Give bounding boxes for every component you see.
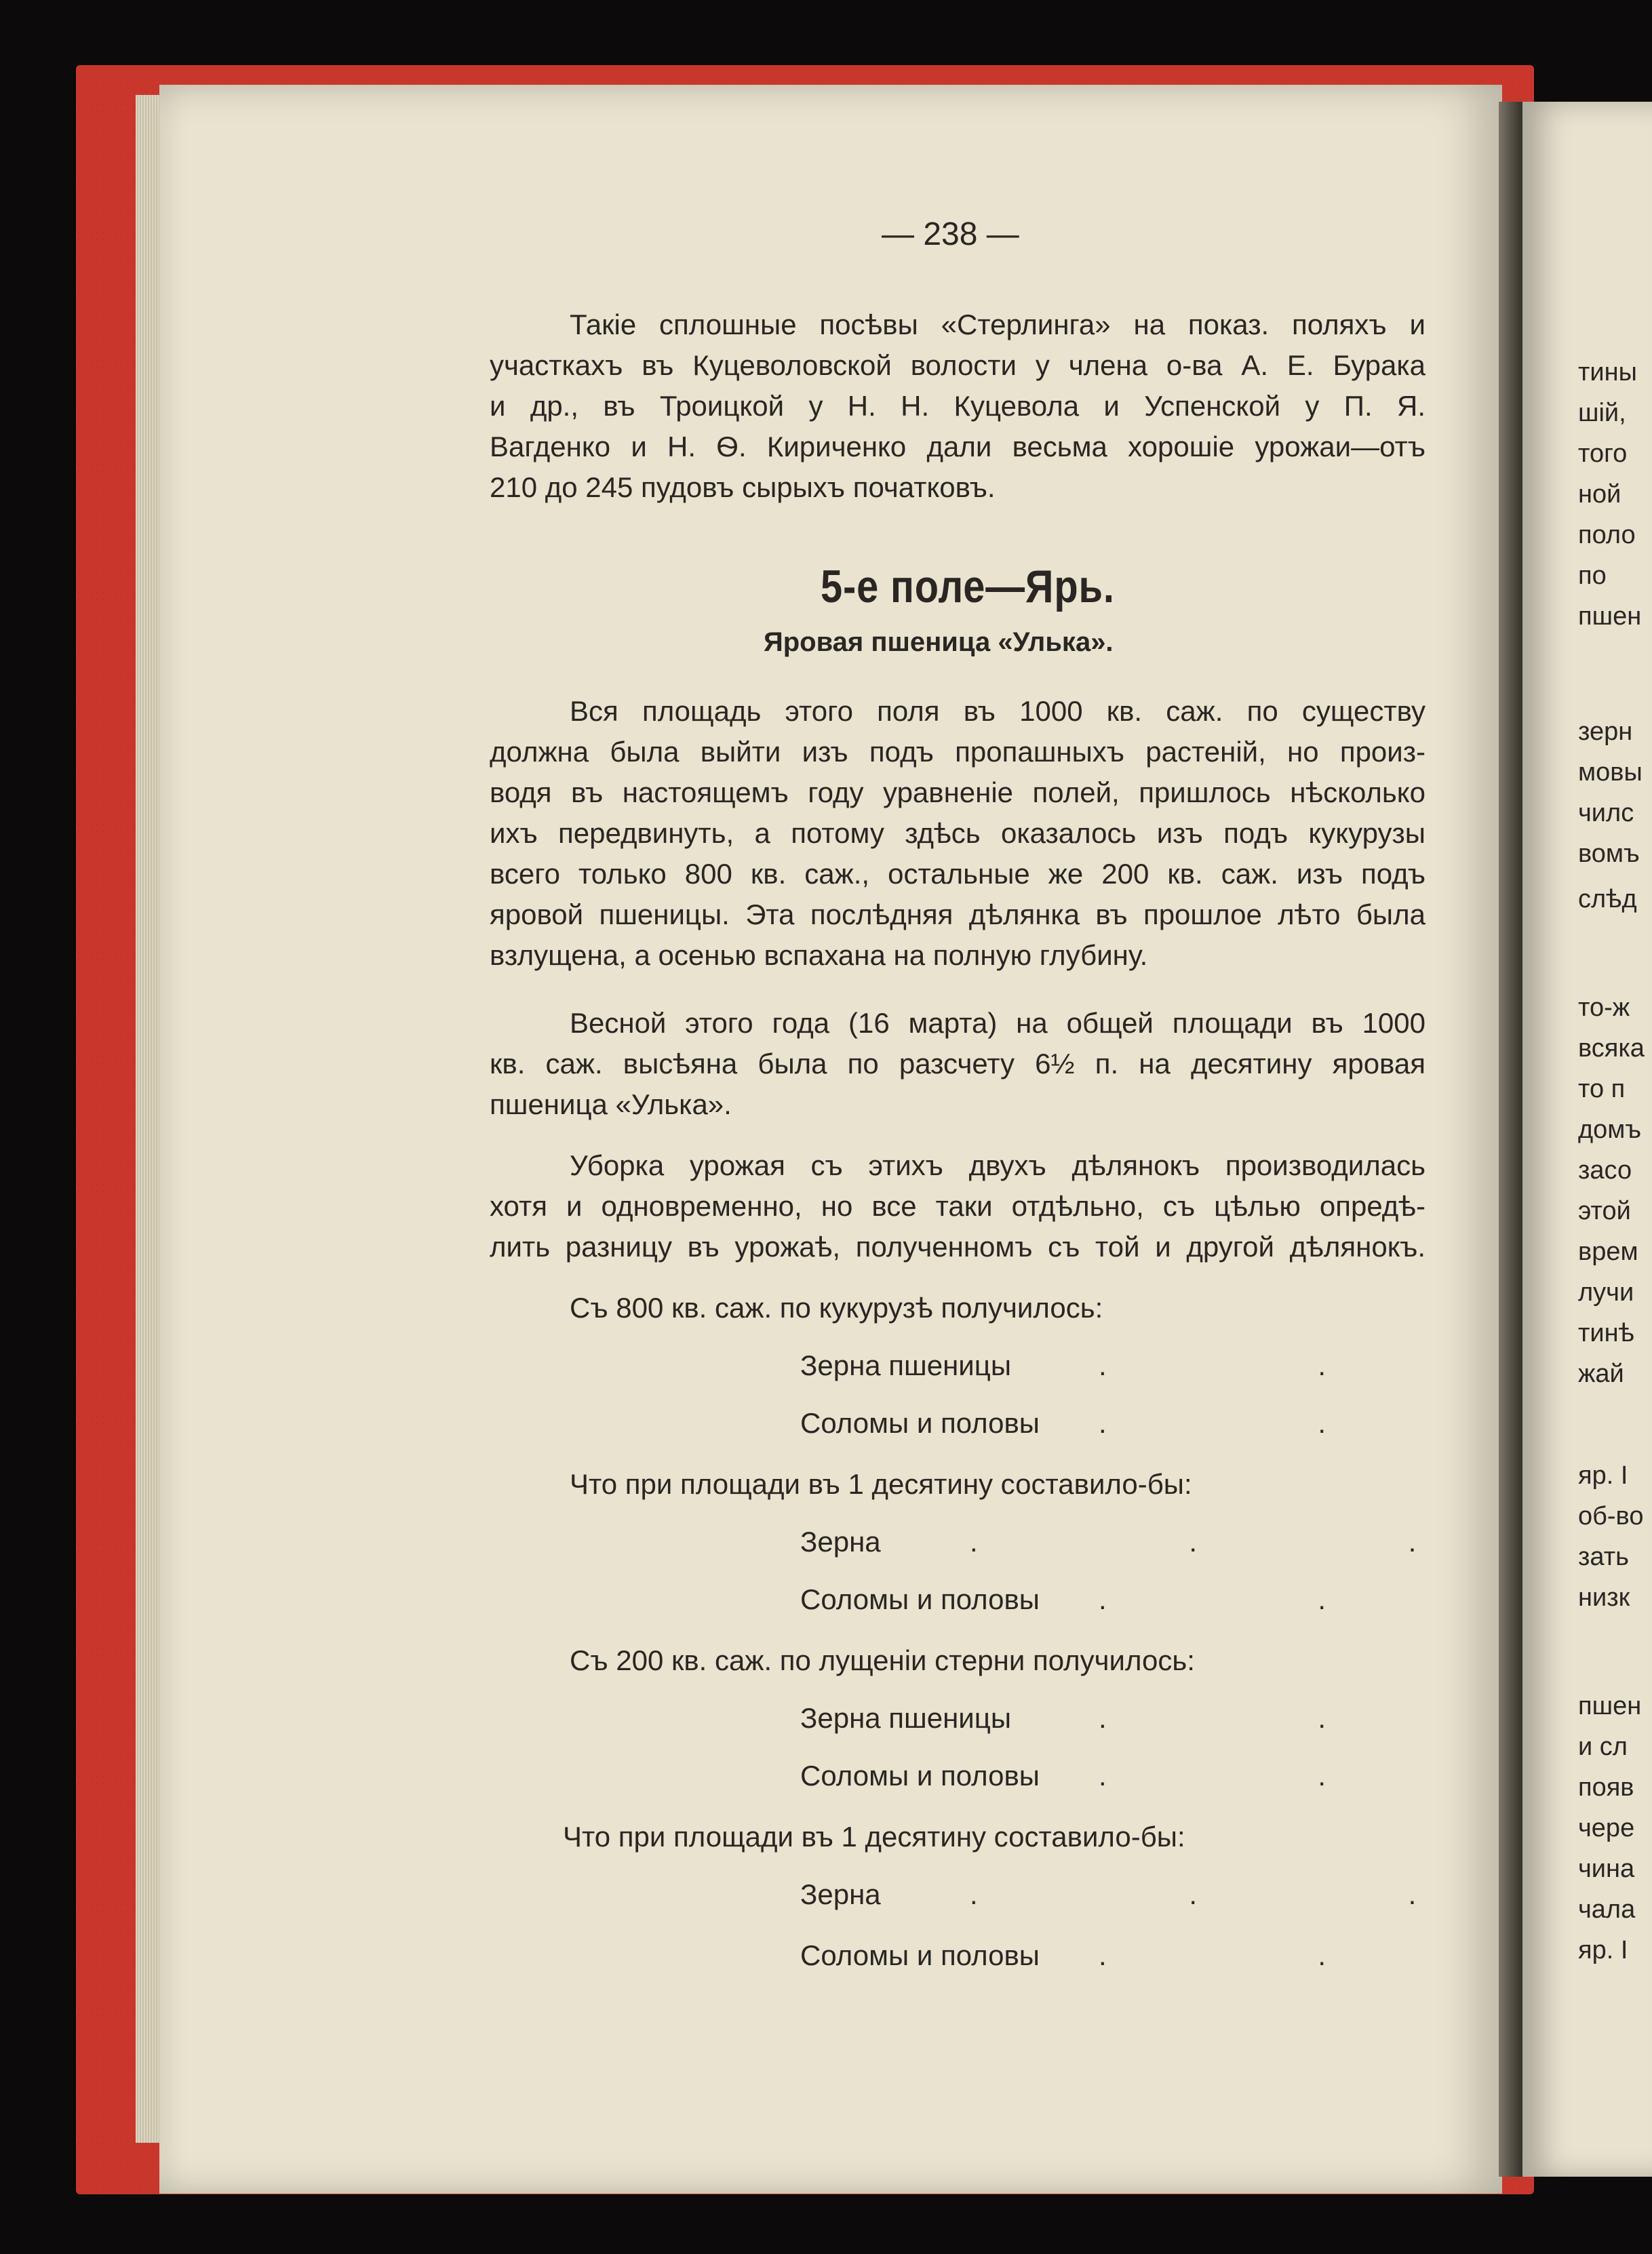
next-page-word: лучи <box>1578 1278 1634 1307</box>
paragraph-line: кв. саж. высѣяна была по разсчету 6½ п. на десятину яровая <box>490 1048 1425 1080</box>
next-page-word: чере <box>1578 1814 1635 1842</box>
next-page-word: вомъ <box>1578 839 1640 868</box>
leader-dots: . . <box>1099 1349 1428 1381</box>
paragraph-line: участкахъ въ Куцеволовской волости у члена о-ва А. Е. Бурака <box>490 349 1425 381</box>
next-page-word: и сл <box>1578 1733 1628 1761</box>
next-page-word: шій, <box>1578 399 1626 427</box>
subheading: Яровая пшеница «Улька». <box>764 627 1114 657</box>
paragraph-line: пшеница «Улька». <box>490 1088 732 1120</box>
yield-item-name: Соломы и половы <box>800 1760 1040 1792</box>
paragraph-line: и др., въ Троицкой у Н. Н. Куцевола и Успенской у П. Я. <box>490 390 1425 422</box>
next-page-word: пшен <box>1578 1692 1642 1720</box>
paragraph-line: лить разницу въ урожаѣ, полученномъ съ той и другой дѣлянокъ. <box>490 1231 1425 1263</box>
next-page-word: чина <box>1578 1855 1635 1883</box>
paragraph-line: 210 до 245 пудовъ сырыхъ початковъ. <box>490 471 996 503</box>
paragraph-line: Вся площадь этого поля въ 1000 кв. саж. по существу <box>570 695 1425 727</box>
next-page-word: поло <box>1578 521 1636 549</box>
yield-item-name: Зерна пшеницы <box>800 1702 1012 1734</box>
next-page-word: того <box>1578 439 1628 468</box>
paragraph-line: Уборка урожая съ этихъ двухъ дѣлянокъ производилась <box>570 1149 1425 1181</box>
next-page-word: низк <box>1578 1583 1630 1612</box>
next-page-word: тины <box>1578 358 1637 387</box>
paragraph-line: должна была выйти изъ подъ пропашныхъ растеній, но произ- <box>490 736 1425 768</box>
next-page-word: врем <box>1578 1238 1638 1266</box>
paragraph-line: хотя и одновременно, но все таки отдѣльно, съ цѣлью опредѣ- <box>490 1190 1425 1222</box>
leader-dots: . . <box>1099 1407 1428 1439</box>
yield-item-name: Зерна пшеницы <box>800 1349 1012 1381</box>
yield-item-name: Зерна <box>800 1878 881 1910</box>
leader-dots: . . <box>1099 1702 1428 1734</box>
leader-dots: . . . <box>970 1878 1518 1910</box>
next-page-fragment <box>1522 102 1652 2177</box>
next-page-word: пшен <box>1578 602 1642 631</box>
next-page-word: об-во <box>1578 1502 1644 1530</box>
paragraph-line: водя въ настоящемъ году уравненіе полей, пришлось нѣсколько <box>490 776 1425 808</box>
paragraph-line: Вагденко и Н. Ѳ. Кириченко дали весьма хорошіе урожаи—отъ <box>490 431 1425 462</box>
next-page-word: мовы <box>1578 758 1643 787</box>
next-page-word: всяка <box>1578 1034 1645 1063</box>
next-page-word: зерн <box>1578 717 1633 746</box>
next-page-word: ной <box>1578 480 1621 509</box>
yield-item-name: Соломы и половы <box>800 1939 1040 1971</box>
yield-item-name: Зерна <box>800 1526 881 1558</box>
next-page-word: то п <box>1578 1075 1626 1103</box>
next-page-word: жай <box>1578 1360 1624 1388</box>
yield-intro: Съ 200 кв. саж. по лущеніи стерни получилось: <box>570 1644 1195 1676</box>
next-page-word: чилс <box>1578 799 1634 827</box>
next-page-word: домъ <box>1578 1115 1642 1144</box>
yield-intro: Съ 800 кв. саж. по кукурузѣ получилось: <box>570 1292 1103 1324</box>
next-page-word: тинѣ <box>1578 1319 1634 1347</box>
leader-dots: . . <box>1099 1583 1428 1615</box>
page-number: — 238 — <box>882 216 1019 252</box>
next-page-word: зать <box>1578 1543 1629 1571</box>
paragraph-line: Такіе сплошные посѣвы «Стерлинга» на показ. поляхъ и <box>570 309 1425 340</box>
leader-dots: . . <box>1099 1760 1428 1792</box>
yield-item-name: Соломы и половы <box>800 1407 1040 1439</box>
yield-intro: Что при площади въ 1 десятину составило-бы: <box>570 1468 1192 1500</box>
book-gutter <box>1499 102 1526 2177</box>
next-page-word: появ <box>1578 1773 1634 1802</box>
paragraph-line: Весной этого года (16 марта) на общей площади въ 1000 <box>570 1007 1425 1039</box>
leader-dots: . . . <box>970 1526 1518 1558</box>
next-page-word: по <box>1578 561 1607 590</box>
next-page-word: засо <box>1578 1156 1632 1185</box>
next-page-word: яр. I <box>1578 1936 1628 1964</box>
next-page-word: чала <box>1578 1895 1636 1924</box>
paragraph-line: взлущена, а осенью вспахана на полную глубину. <box>490 939 1148 971</box>
next-page-word: то-ж <box>1578 993 1630 1022</box>
section-heading: 5-е поле—Ярь. <box>821 561 1115 612</box>
paragraph-line: всего только 800 кв. саж., остальные же 200 кв. саж. изъ подъ <box>490 858 1425 890</box>
next-page-word: яр. I <box>1578 1461 1628 1490</box>
next-page-word: этой <box>1578 1197 1631 1225</box>
yield-intro: Что при площади въ 1 десятину составило-бы: <box>563 1821 1185 1853</box>
yield-item-name: Соломы и половы <box>800 1583 1040 1615</box>
leader-dots: . . <box>1099 1939 1428 1971</box>
next-page-word: слѣд <box>1578 885 1637 913</box>
paragraph-line: яровой пшеницы. Эта послѣдняя дѣлянка въ прошлое лѣто была <box>490 898 1425 930</box>
paragraph-line: ихъ передвинуть, а потому здѣсь оказалось изъ подъ кукурузы <box>490 817 1425 849</box>
